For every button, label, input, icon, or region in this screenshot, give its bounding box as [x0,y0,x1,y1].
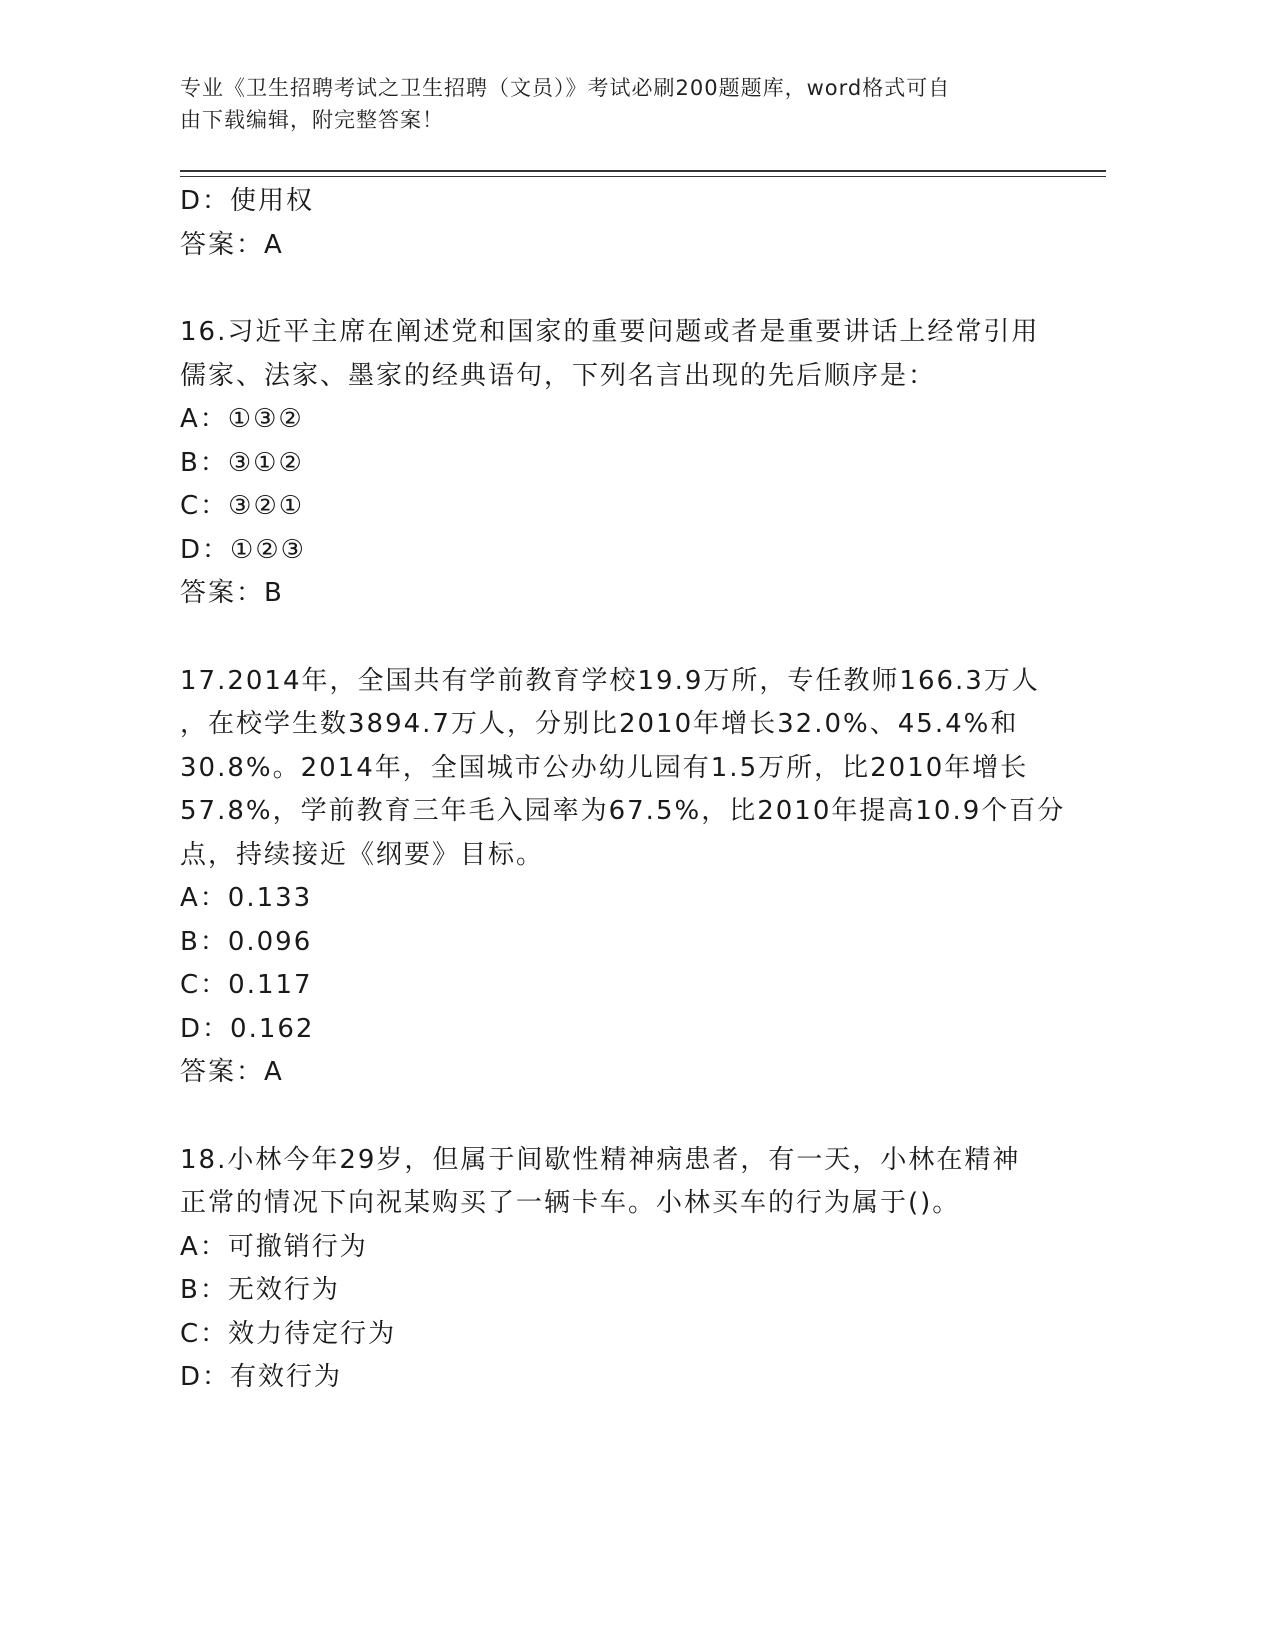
question-stem-line: 儒家、法家、墨家的经典语句，下列名言出现的先后顺序是： [180,360,937,391]
option-c: C：③②① [180,491,305,521]
header-line-1: 专业《卫生招聘考试之卫生招聘（文员）》考试必刷200题题库，word格式可自 [180,76,951,100]
option-d: D：①②③ [180,534,306,565]
option-d: D：使用权 [180,186,315,216]
answer-line: 答案：B [180,578,284,608]
option-c: C：0.117 [180,970,313,1000]
question-stem-line: ，在校学生数3894.7万人，分别比2010年增长32.0%、45.4%和 [180,709,1019,739]
option-d: D：0.162 [180,1013,315,1044]
option-b: B：无效行为 [180,1275,340,1305]
question-16 [180,311,1040,616]
answer-line: 答案：A [180,229,284,260]
question-stem-line: 57.8%，学前教育三年毛入园率为67.5%，比2010年提高10.9个百分 [180,796,1066,826]
header-rule-thin [180,176,1106,177]
question-18 [180,1139,1040,1400]
question-17 [180,660,1066,1095]
option-a: A：0.133 [180,883,313,913]
option-b: B：0.096 [180,926,313,957]
question-stem-line: 点，持续接近《纲要》目标。 [180,839,545,870]
document-header [180,72,1030,136]
option-a: A：①③② [180,404,304,434]
option-b: B：③①② [180,447,304,478]
question-stem-line: 30.8%。2014年，全国城市公办幼儿园有1.5万所，比2010年增长 [180,752,1029,783]
question-stem-line: 18.小林今年29岁，但属于间歇性精神病患者，有一天，小林在精神 [180,1144,1021,1175]
option-c: C：效力待定行为 [180,1318,397,1349]
question-stem-line: 17.2014年，全国共有学前教育学校19.9万所，专任教师166.3万人 [180,665,1040,696]
header-line-2: 由下载编辑，附完整答案！ [180,108,444,132]
document-body [180,180,1066,1400]
answer-line: 答案：A [180,1057,284,1087]
header-rule-thick [180,170,1106,172]
option-d: D：有效行为 [180,1362,343,1392]
question-stem-line: 正常的情况下向祝某购买了一辆卡车。小林买车的行为属于()。 [180,1188,961,1218]
previous-question-tail [180,180,1040,267]
option-a: A：可撤销行为 [180,1231,368,1262]
question-stem-line: 16.习近平主席在阐述党和国家的重要问题或者是重要讲话上经常引用 [180,317,1040,347]
